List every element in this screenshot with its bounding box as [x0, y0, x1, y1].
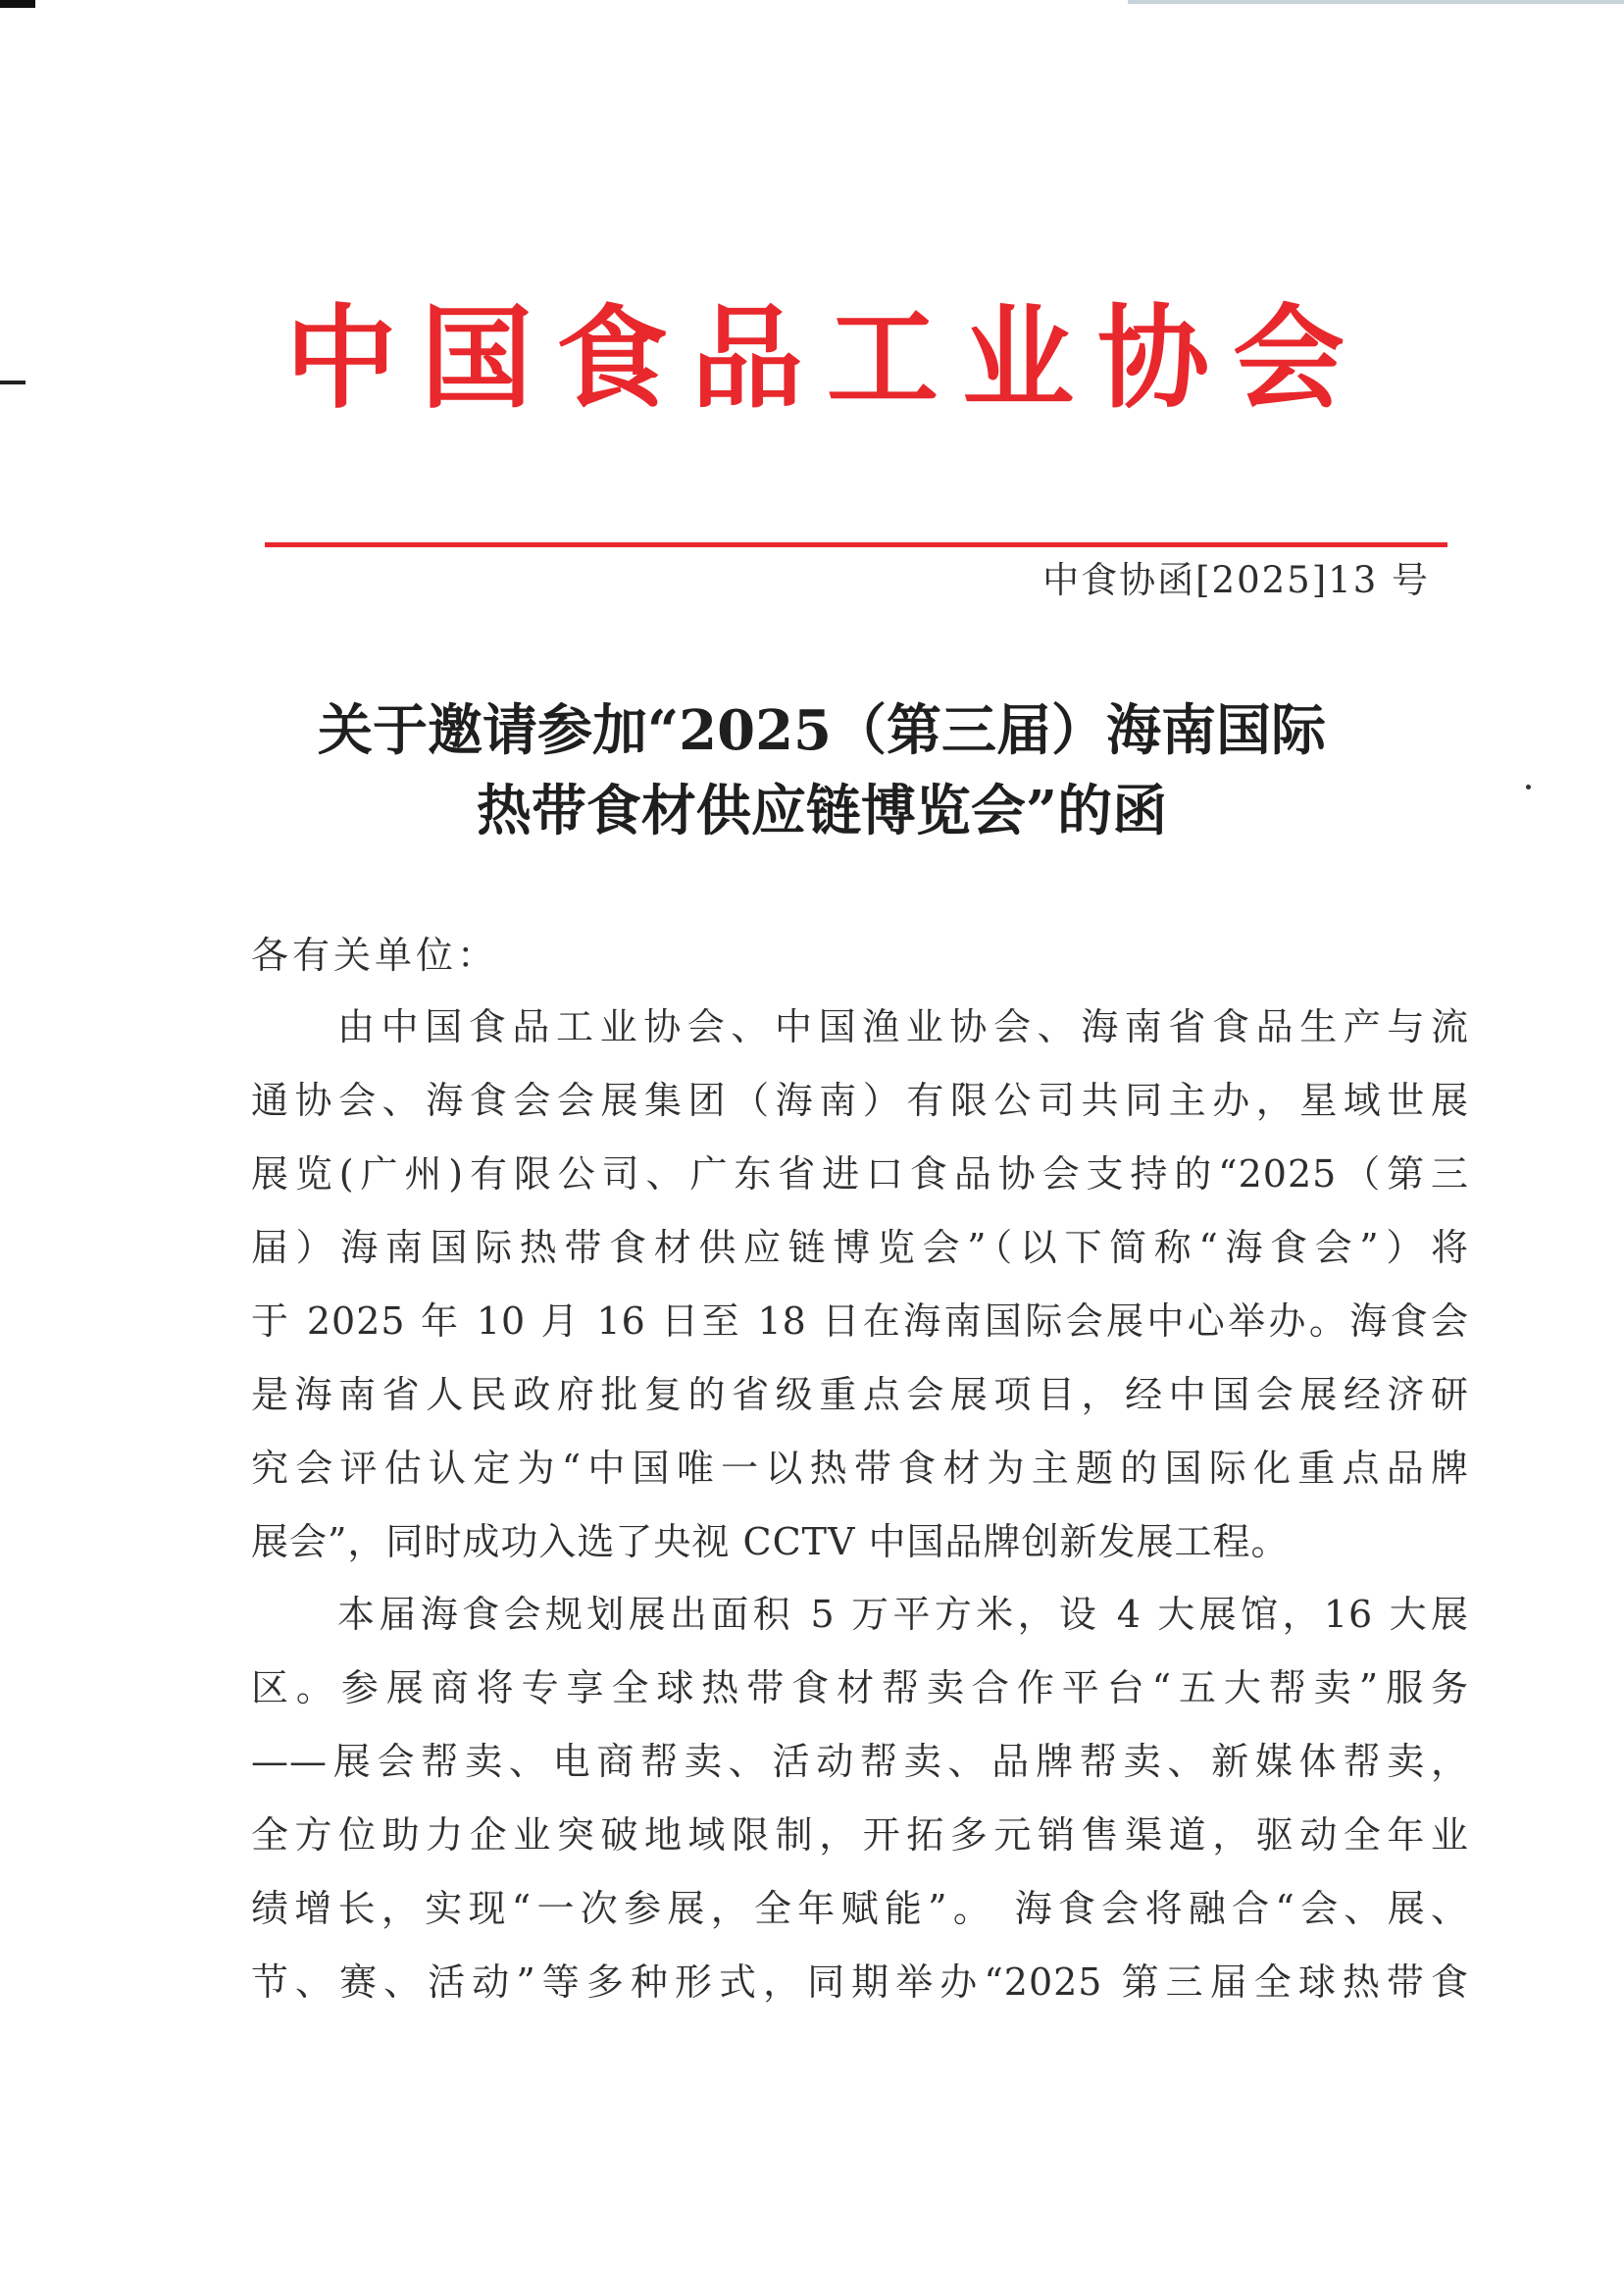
document-number: 中食协函[2025]13 号 [1042, 559, 1430, 601]
salutation: 各有关单位： [251, 934, 499, 977]
paragraph-line: 是海南省人民政府批复的省级重点会展项目，经中国会展经济研 [251, 1373, 1469, 1416]
paragraph-line: 绩增长，实现“一次参展，全年赋能”。 海食会将融合“会、展、 [251, 1887, 1469, 1930]
document-title-line-1: 关于邀请参加“2025（第三届）海南国际 [317, 698, 1327, 763]
paragraph-line: 由中国食品工业协会、中国渔业协会、海南省食品生产与流 [337, 1005, 1469, 1048]
body-paragraph-2 [251, 1578, 1469, 2019]
scan-top-line [1128, 0, 1624, 4]
paragraph-line: 展览(广州)有限公司、广东省进口食品协会支持的“2025（第三 [251, 1152, 1469, 1196]
scan-speck [1526, 785, 1531, 789]
paragraph-line: 节、赛、活动”等多种形式，同期举办“2025 第三届全球热带食 [251, 1960, 1469, 2004]
paragraph-line: ——展会帮卖、电商帮卖、活动帮卖、品牌帮卖、新媒体帮卖， [251, 1740, 1469, 1783]
paragraph-line: 本届海食会规划展出面积 5 万平方米，设 4 大展馆，16 大展 [337, 1593, 1469, 1636]
paragraph-line: 届）海南国际热带食材供应链博览会”（以下简称“海食会”）将 [251, 1226, 1469, 1269]
letterhead-red-rule [265, 542, 1447, 547]
paragraph-line: 展会”，同时成功入选了央视 CCTV 中国品牌创新发展工程。 [251, 1520, 1290, 1563]
document-title [0, 690, 1624, 851]
paragraph-line: 究会评估认定为“中国唯一以热带食材为主题的国际化重点品牌 [251, 1447, 1469, 1490]
paragraph-line: 于 2025 年 10 月 16 日至 18 日在海南国际会展中心举办。海食会 [251, 1299, 1469, 1343]
body-paragraph-1 [251, 991, 1469, 1579]
paragraph-line: 通协会、海食会会展集团（海南）有限公司共同主办，星域世展 [251, 1079, 1469, 1122]
paragraph-line: 全方位助力企业突破地域限制，开拓多元销售渠道，驱动全年业 [251, 1813, 1469, 1857]
letterhead-org-name: 中国食品工业协会 [284, 292, 1368, 424]
document-title-line-2: 热带食材供应链博览会”的函 [476, 779, 1168, 843]
scan-corner-mark [0, 0, 35, 8]
paragraph-line: 区。参展商将专享全球热带食材帮卖合作平台“五大帮卖”服务 [251, 1666, 1469, 1709]
